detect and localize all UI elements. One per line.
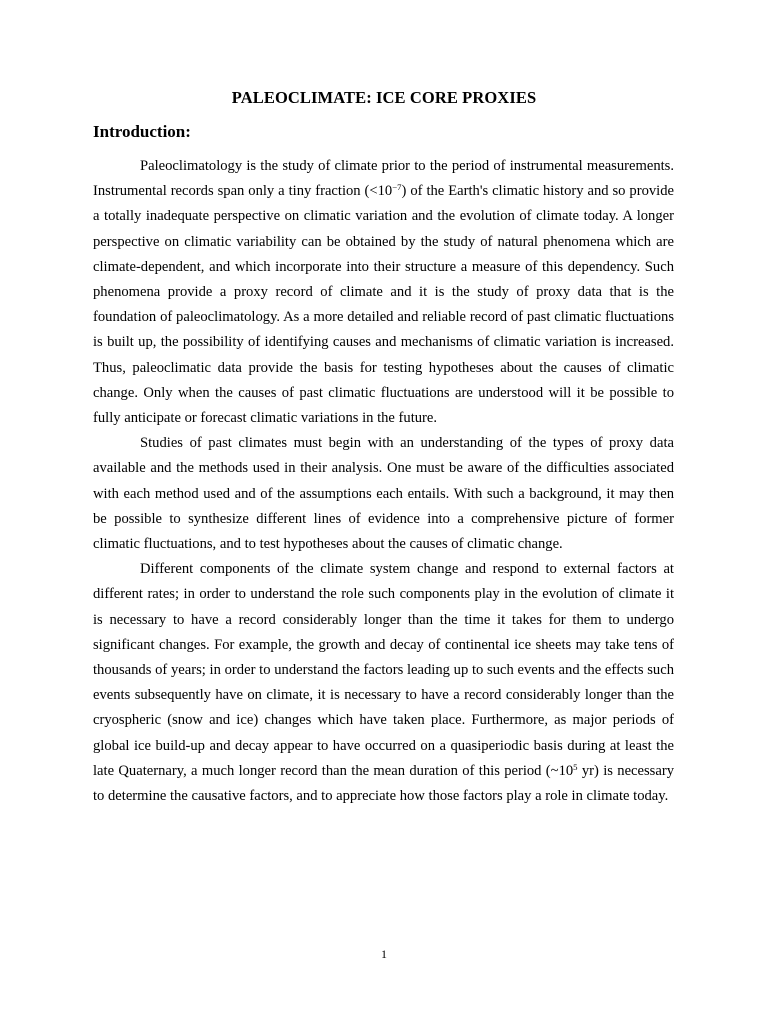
section-heading-introduction: Introduction: xyxy=(93,122,191,141)
paragraph-1-text-part-2: ) of the Earth's climatic history and so provide a totally inadequate perspective on climatic variation and the evolution of climate today. A longer perspective on climatic variability can be obtained by the study of natural phenomena which are climate-dependent, and which incorporate into their structure a measure of this dependency. Such phenomena provide a proxy record of climate and it is the study of proxy data that is the foundation of paleoclimatology. As a more detailed and reliable record of past climatic fluctuations is built up, the possibility of identifying causes and mechanisms of climatic variation is increased. Thus, paleoclimatic data provide the basis for testing hypotheses about the causes of climatic change. Only when the causes of past climatic fluctuations are understood will it be possible to fully anticipate or forecast climatic variations in the future. xyxy=(93,183,674,427)
paragraph-2: Studies of past climates must begin with an understanding of the types of proxy data available and the methods used in their analysis. One must be aware of the difficulties associated with each method used and of the assumptions each entails. With such a background, it may then be possible to synthesize different lines of evidence into a comprehensive picture of former climatic fluctuations, and to test hypotheses about the causes of climatic change. xyxy=(93,435,674,553)
paragraph-3-text-part-1: Different components of the climate system change and respond to external factors at different rates; in order to understand the role such components play in the evolution of climate it is necessary to have a record considerably longer than the time it takes for them to undergo significant changes. For example, the growth and decay of continental ice sheets may take tens of thousands of years; in order to understand the factors leading up to such events and the effects such events subsequently have on climate, it is necessary to have a record considerably longer than the cryospheric (snow and ice) changes which have taken place. Furthermore, as major periods of global ice build-up and decay appear to have occurred on a quasiperiodic basis during at least the late Quaternary, a much longer record than the mean duration of this period (~10 xyxy=(93,561,674,779)
superscript-exponent: −7 xyxy=(392,182,402,193)
paragraph-3-text-part-2: yr) is necessary to determine the causative factors, and to appreciate how those factors play a role in climate today. xyxy=(93,762,674,805)
superscript-exponent: 5 xyxy=(573,762,578,773)
paragraph-1 xyxy=(93,154,674,431)
document-title: PALEOCLIMATE: ICE CORE PROXIES xyxy=(231,88,537,107)
page-number: 1 xyxy=(381,947,387,961)
paragraph-1-text-part-1: Paleoclimatology is the study of climate prior to the period of instrumental measurements. Instrumental records span only a tiny fraction (<10 xyxy=(93,158,674,200)
paragraph-3 xyxy=(93,557,674,809)
body-text xyxy=(93,154,674,809)
